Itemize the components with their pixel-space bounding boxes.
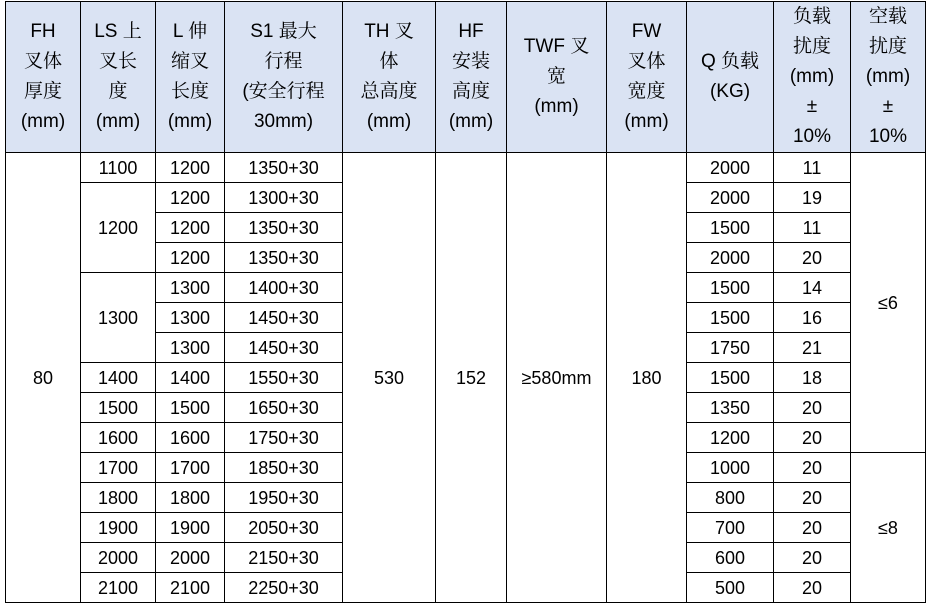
cell-s1: 1350+30 (225, 213, 343, 243)
cell-q: 2000 (687, 183, 774, 213)
cell-l: 1300 (156, 273, 225, 303)
cell-s1: 1850+30 (225, 453, 343, 483)
cell-deflection: 21 (774, 333, 851, 363)
cell-q: 600 (687, 543, 774, 573)
cell-empty-deflection-group2: ≤8 (851, 453, 926, 603)
cell-deflection: 20 (774, 243, 851, 273)
cell-s1: 1950+30 (225, 483, 343, 513)
cell-q: 700 (687, 513, 774, 543)
header-q: Q 负载 (KG) (687, 2, 774, 153)
cell-deflection: 11 (774, 213, 851, 243)
header-l: L 伸 缩叉 长度 (mm) (156, 2, 225, 153)
cell-q: 1500 (687, 303, 774, 333)
header-th: TH 叉 体 总高度 (mm) (343, 2, 436, 153)
cell-q: 500 (687, 573, 774, 603)
cell-ls: 1100 (81, 153, 156, 183)
header-load-deflection: 负载 扰度 (mm) ± 10% (774, 2, 851, 153)
cell-q: 2000 (687, 243, 774, 273)
cell-l: 1200 (156, 243, 225, 273)
cell-empty-deflection-group1: ≤6 (851, 153, 926, 453)
header-empty-deflection: 空载 扰度 (mm) ± 10% (851, 2, 926, 153)
cell-ls: 2100 (81, 573, 156, 603)
cell-s1: 1450+30 (225, 303, 343, 333)
cell-twf: ≥580mm (507, 153, 607, 603)
cell-hf: 152 (436, 153, 507, 603)
cell-l: 1300 (156, 333, 225, 363)
header-hf: HF 安装 高度 (mm) (436, 2, 507, 153)
cell-deflection: 20 (774, 513, 851, 543)
header-twf: TWF 叉 宽 (mm) (507, 2, 607, 153)
cell-s1: 1400+30 (225, 273, 343, 303)
cell-l: 1300 (156, 303, 225, 333)
header-s1: S1 最大 行程 (安全行程 30mm) (225, 2, 343, 153)
cell-q: 1750 (687, 333, 774, 363)
cell-q: 1500 (687, 363, 774, 393)
header-fw: FW 叉体 宽度 (mm) (607, 2, 687, 153)
cell-deflection: 20 (774, 573, 851, 603)
cell-deflection: 18 (774, 363, 851, 393)
cell-l: 1800 (156, 483, 225, 513)
cell-deflection: 20 (774, 453, 851, 483)
cell-l: 1600 (156, 423, 225, 453)
header-row (6, 2, 926, 153)
cell-fw: 180 (607, 153, 687, 603)
cell-th: 530 (343, 153, 436, 603)
cell-l: 1200 (156, 183, 225, 213)
cell-q: 1500 (687, 213, 774, 243)
cell-s1: 1650+30 (225, 393, 343, 423)
cell-deflection: 20 (774, 423, 851, 453)
cell-deflection: 14 (774, 273, 851, 303)
cell-ls: 2000 (81, 543, 156, 573)
cell-deflection: 20 (774, 483, 851, 513)
cell-deflection: 11 (774, 153, 851, 183)
cell-ls: 1900 (81, 513, 156, 543)
cell-s1: 1350+30 (225, 243, 343, 273)
cell-ls: 1600 (81, 423, 156, 453)
cell-q: 1350 (687, 393, 774, 423)
cell-q: 800 (687, 483, 774, 513)
cell-deflection: 16 (774, 303, 851, 333)
cell-s1: 1550+30 (225, 363, 343, 393)
cell-s1: 2250+30 (225, 573, 343, 603)
cell-l: 1400 (156, 363, 225, 393)
table-row (6, 153, 926, 183)
cell-ls: 1500 (81, 393, 156, 423)
cell-fh: 80 (6, 153, 81, 603)
cell-s1: 1300+30 (225, 183, 343, 213)
cell-s1: 2050+30 (225, 513, 343, 543)
cell-l: 1700 (156, 453, 225, 483)
cell-ls: 1700 (81, 453, 156, 483)
cell-l: 2100 (156, 573, 225, 603)
cell-deflection: 19 (774, 183, 851, 213)
cell-l: 1900 (156, 513, 225, 543)
cell-s1: 1450+30 (225, 333, 343, 363)
cell-ls: 1300 (81, 273, 156, 363)
cell-q: 1000 (687, 453, 774, 483)
cell-s1: 1350+30 (225, 153, 343, 183)
cell-deflection: 20 (774, 543, 851, 573)
header-fh: FH 叉体 厚度 (mm) (6, 2, 81, 153)
cell-ls: 1400 (81, 363, 156, 393)
cell-l: 1200 (156, 153, 225, 183)
cell-deflection: 20 (774, 393, 851, 423)
header-ls: LS 上 叉长 度 (mm) (81, 2, 156, 153)
cell-l: 1200 (156, 213, 225, 243)
cell-s1: 2150+30 (225, 543, 343, 573)
cell-ls: 1200 (81, 183, 156, 273)
cell-q: 2000 (687, 153, 774, 183)
spec-table (5, 1, 926, 603)
cell-l: 2000 (156, 543, 225, 573)
cell-s1: 1750+30 (225, 423, 343, 453)
cell-q: 1500 (687, 273, 774, 303)
cell-q: 1200 (687, 423, 774, 453)
cell-l: 1500 (156, 393, 225, 423)
cell-ls: 1800 (81, 483, 156, 513)
